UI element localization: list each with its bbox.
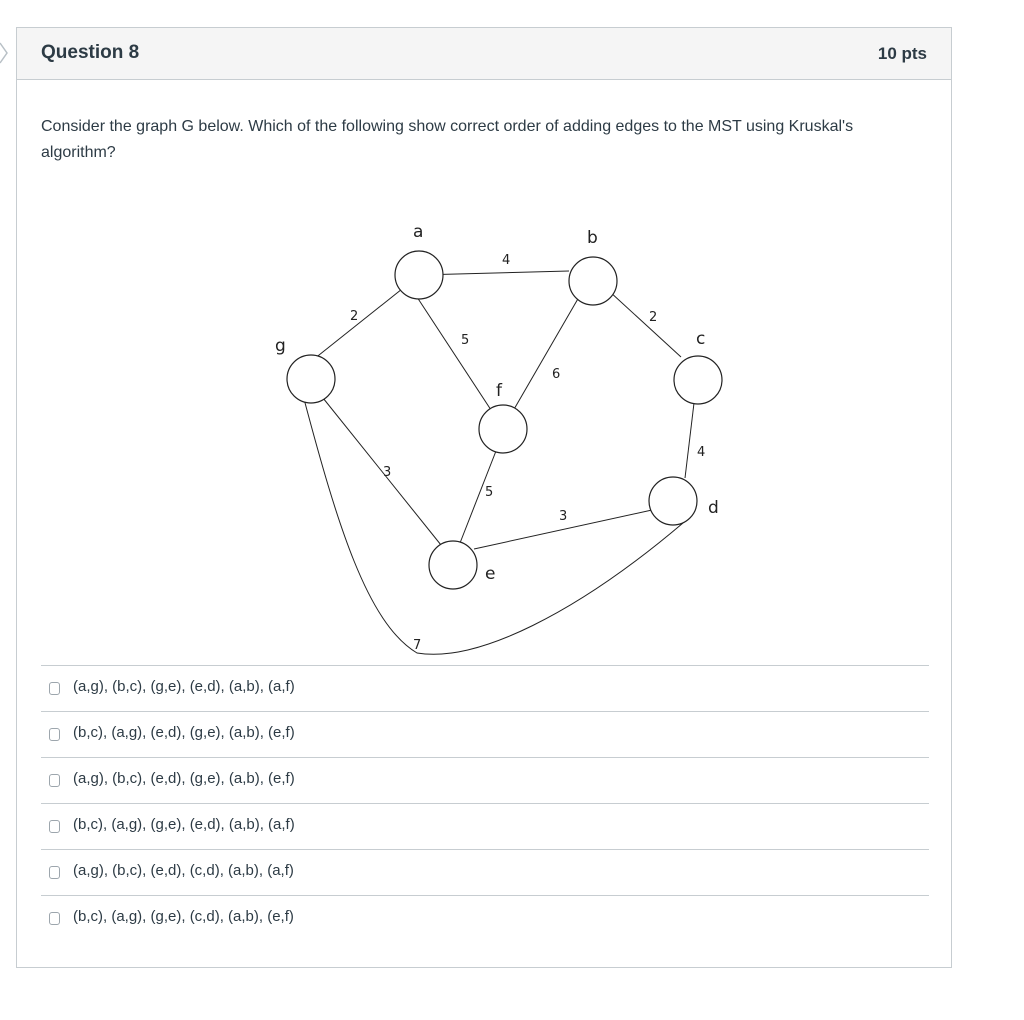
question-text: Consider the graph G below. Which of the following show correct order of adding edges to the MST using Kruskal's algorithm? xyxy=(41,118,854,161)
node-label-f: f xyxy=(496,381,502,401)
answer-options xyxy=(41,665,929,941)
answer-option-label: (a,g), (b,c), (e,d), (g,e), (a,b), (e,f) xyxy=(73,770,295,787)
node-label-e: e xyxy=(485,564,496,584)
answer-option-label: (b,c), (a,g), (g,e), (c,d), (a,b), (e,f) xyxy=(73,908,294,925)
edge-b-f xyxy=(513,297,579,411)
weight-a-f: 5 xyxy=(461,333,470,348)
node-e xyxy=(429,541,477,589)
edge-c-d xyxy=(685,403,694,478)
node-label-b: b xyxy=(587,228,598,248)
weight-g-e: 3 xyxy=(383,465,392,480)
checkbox-icon[interactable] xyxy=(49,820,60,833)
answer-option-label: (b,c), (a,g), (g,e), (e,d), (a,b), (a,f) xyxy=(73,816,295,833)
answer-option-label: (b,c), (a,g), (e,d), (g,e), (a,b), (e,f) xyxy=(73,724,295,741)
node-b xyxy=(569,257,617,305)
question-card xyxy=(16,27,952,968)
answer-option[interactable] xyxy=(41,803,929,849)
node-label-d: d xyxy=(708,498,719,518)
answer-option[interactable] xyxy=(41,757,929,803)
node-label-a: a xyxy=(413,222,424,242)
checkbox-icon[interactable] xyxy=(49,682,60,695)
node-g xyxy=(287,355,335,403)
edge-b-c xyxy=(609,291,681,357)
checkbox-icon[interactable] xyxy=(49,912,60,925)
weight-a-b: 4 xyxy=(502,253,511,268)
edge-a-f xyxy=(415,294,493,413)
weight-f-e: 5 xyxy=(485,485,494,500)
answer-option[interactable] xyxy=(41,711,929,757)
answer-option[interactable] xyxy=(41,665,929,711)
node-c xyxy=(674,356,722,404)
node-f xyxy=(479,405,527,453)
question-points: 10 pts xyxy=(877,44,927,63)
question-header xyxy=(17,28,951,80)
weight-b-f: 6 xyxy=(552,367,561,382)
checkbox-icon[interactable] xyxy=(49,774,60,787)
weight-c-d: 4 xyxy=(697,445,706,460)
weight-g-d: 7 xyxy=(413,638,422,653)
node-a xyxy=(395,251,443,299)
node-d xyxy=(649,477,697,525)
answer-option-label: (a,g), (b,c), (g,e), (e,d), (a,b), (a,f) xyxy=(73,678,295,695)
node-label-c: c xyxy=(696,329,706,349)
answer-option-label: (a,g), (b,c), (e,d), (c,d), (a,b), (a,f) xyxy=(73,862,294,879)
answer-option[interactable] xyxy=(41,895,929,941)
weight-e-d: 3 xyxy=(559,509,568,524)
graph-figure xyxy=(247,193,747,673)
edge-a-g xyxy=(309,289,402,363)
node-label-g: g xyxy=(275,336,286,356)
weight-a-g: 2 xyxy=(350,309,359,324)
collapse-arrow-icon[interactable] xyxy=(0,40,10,66)
graph-svg xyxy=(247,193,747,673)
weight-b-c: 2 xyxy=(649,310,658,325)
checkbox-icon[interactable] xyxy=(49,728,60,741)
question-title: Question 8 xyxy=(41,42,140,63)
answer-option[interactable] xyxy=(41,849,929,895)
checkbox-icon[interactable] xyxy=(49,866,60,879)
